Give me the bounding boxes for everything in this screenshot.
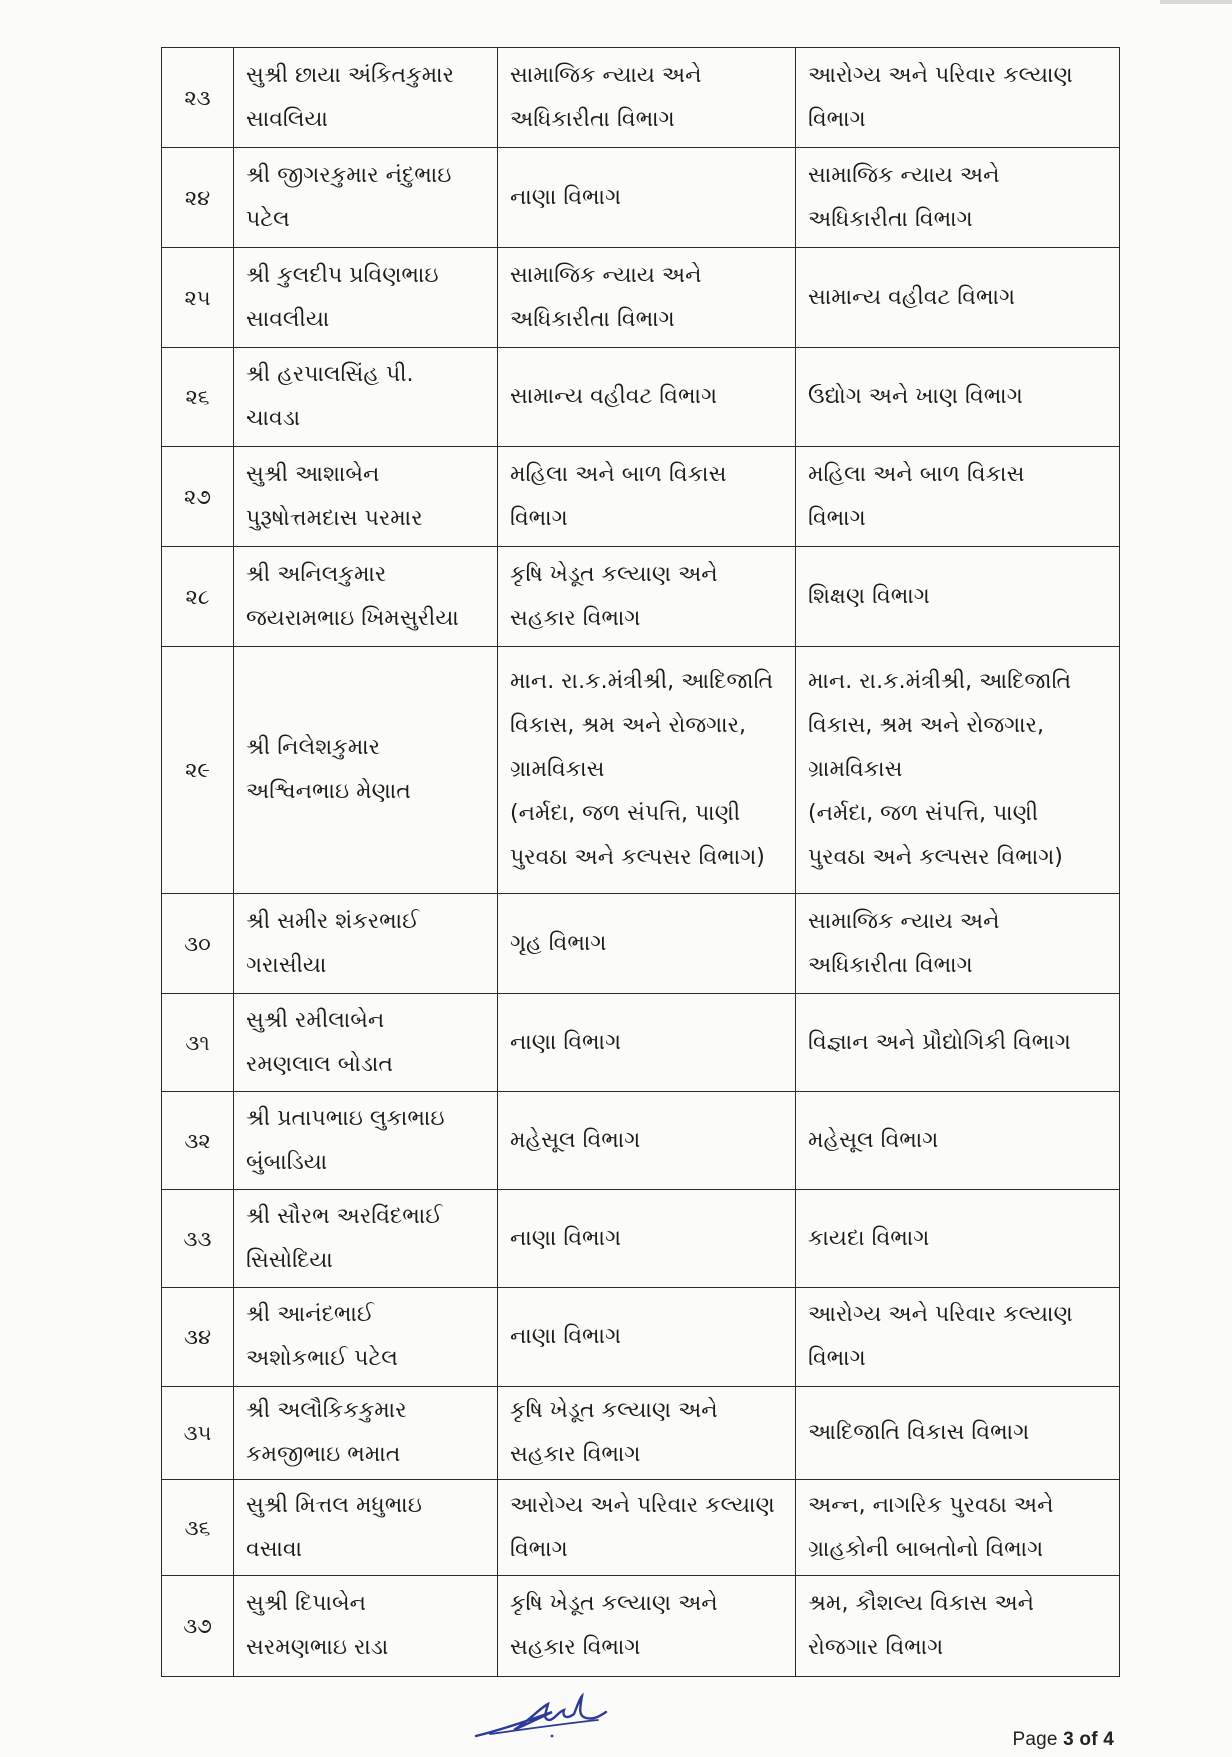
new-department: આદિજાતિ વિકાસ વિભાગ: [796, 1387, 1120, 1480]
new-department: શિક્ષણ વિભાગ: [796, 547, 1120, 647]
table-row: [162, 647, 1120, 894]
row-number: ૩૧: [162, 994, 234, 1092]
row-number: ૨૩: [162, 48, 234, 148]
table-row: [162, 248, 1120, 348]
table-row: [162, 148, 1120, 248]
current-department: કૃષિ ખેડૂત કલ્યાણ અને સહકાર વિભાગ: [498, 547, 796, 647]
new-department: મહેસૂલ વિભાગ: [796, 1092, 1120, 1190]
table-row: [162, 447, 1120, 547]
new-department: આરોગ્ય અને પરિવાર કલ્યાણ વિભાગ: [796, 48, 1120, 148]
new-department: સામાન્ય વહીવટ વિભાગ: [796, 248, 1120, 348]
officer-name: સુશ્રી આશાબેન પુરૂષોત્તમદાસ પરમાર: [234, 447, 498, 547]
current-department: નાણા વિભાગ: [498, 1190, 796, 1288]
current-department: આરોગ્ય અને પરિવાર કલ્યાણ વિભાગ: [498, 1480, 796, 1576]
table-row: [162, 994, 1120, 1092]
table-row: [162, 1576, 1120, 1677]
row-number: ૩૦: [162, 894, 234, 994]
new-department: ઉદ્યોગ અને ખાણ વિભાગ: [796, 348, 1120, 447]
officer-name: શ્રી અનિલકુમાર જયરામભાઇ ખિમસુરીયા: [234, 547, 498, 647]
officer-name: સુશ્રી મિત્તલ મધુભાઇ વસાવા: [234, 1480, 498, 1576]
current-department: નાણા વિભાગ: [498, 1288, 796, 1387]
officer-name: શ્રી પ્રતાપભાઇ લુકાભાઇ બુંબાડિયા: [234, 1092, 498, 1190]
current-department: સામાન્ય વહીવટ વિભાગ: [498, 348, 796, 447]
scan-edge-mark: [1160, 0, 1232, 4]
current-department: નાણા વિભાગ: [498, 148, 796, 248]
table-row: [162, 1092, 1120, 1190]
current-department: કૃષિ ખેડૂત કલ્યાણ અને સહકાર વિભાગ: [498, 1387, 796, 1480]
table-row: [162, 1480, 1120, 1576]
row-number: ૨૫: [162, 248, 234, 348]
officer-transfer-table: [161, 47, 1120, 1677]
table-row: [162, 547, 1120, 647]
new-department: શ્રમ, કૌશલ્ય વિકાસ અને રોજગાર વિભાગ: [796, 1576, 1120, 1677]
table-row: [162, 894, 1120, 994]
officer-name: સુશ્રી રમીલાબેન રમણલાલ બોડાત: [234, 994, 498, 1092]
table-row: [162, 1387, 1120, 1480]
officer-name: શ્રી સૌરભ અરવિંદભાઈ સિસોદિયા: [234, 1190, 498, 1288]
page-current: 3: [1063, 1729, 1074, 1750]
officer-name: શ્રી અલૌકિકકુમાર કમજીભાઇ ભમાત: [234, 1387, 498, 1480]
new-department: કાયદા વિભાગ: [796, 1190, 1120, 1288]
row-number: ૩૪: [162, 1288, 234, 1387]
officer-name: શ્રી જીગરકુમાર નંદુભાઇ પટેલ: [234, 148, 498, 248]
new-department: આરોગ્ય અને પરિવાર કલ્યાણ વિભાગ: [796, 1288, 1120, 1387]
row-number: ૨૪: [162, 148, 234, 248]
officer-name: શ્રી નિલેશકુમાર અશ્વિનભાઇ મેણાત: [234, 647, 498, 894]
row-number: ૨૮: [162, 547, 234, 647]
table-row: [162, 348, 1120, 447]
officer-name: સુશ્રી દિપાબેન સરમણભાઇ રાડા: [234, 1576, 498, 1677]
page-total: 4: [1103, 1729, 1114, 1750]
row-number: ૨૬: [162, 348, 234, 447]
new-department: મહિલા અને બાળ વિકાસ વિભાગ: [796, 447, 1120, 547]
new-department: સામાજિક ન્યાય અને અધિકારીતા વિભાગ: [796, 894, 1120, 994]
new-department: માન. રા.ક.મંત્રીશ્રી, આદિજાતિ વિકાસ, શ્રમ અને રોજગાર, ગ્રામવિકાસ (નર્મદા, જળ સંપત્તિ, પાણી પુરવઠા અને કલ્પસર વિભાગ): [796, 647, 1120, 894]
row-number: ૩૫: [162, 1387, 234, 1480]
page-number: [1012, 1729, 1114, 1751]
row-number: ૩૬: [162, 1480, 234, 1576]
officer-name: શ્રી સમીર શંકરભાઈ ગરાસીયા: [234, 894, 498, 994]
page-of-word: of: [1079, 1729, 1098, 1750]
table-row: [162, 48, 1120, 148]
current-department: સામાજિક ન્યાય અને અધિકારીતા વિભાગ: [498, 48, 796, 148]
row-number: ૩૭: [162, 1576, 234, 1677]
new-department: સામાજિક ન્યાય અને અધિકારીતા વિભાગ: [796, 148, 1120, 248]
officer-name: સુશ્રી છાયા અંકિતકુમાર સાવલિયા: [234, 48, 498, 148]
table-row: [162, 1288, 1120, 1387]
officer-name: શ્રી હરપાલસિંહ પી. ચાવડા: [234, 348, 498, 447]
row-number: ૩૨: [162, 1092, 234, 1190]
officer-name: શ્રી કુલદીપ પ્રવિણભાઇ સાવલીયા: [234, 248, 498, 348]
current-department: મહિલા અને બાળ વિકાસ વિભાગ: [498, 447, 796, 547]
current-department: સામાજિક ન્યાય અને અધિકારીતા વિભાગ: [498, 248, 796, 348]
new-department: અન્ન, નાગરિક પુરવઠા અને ગ્રાહકોની બાબતોનો વિભાગ: [796, 1480, 1120, 1576]
signature-mark: [470, 1690, 610, 1742]
officer-name: શ્રી આનંદભાઈ અશોકભાઈ પટેલ: [234, 1288, 498, 1387]
current-department: મહેસૂલ વિભાગ: [498, 1092, 796, 1190]
row-number: ૨૭: [162, 447, 234, 547]
current-department: માન. રા.ક.મંત્રીશ્રી, આદિજાતિ વિકાસ, શ્રમ અને રોજગાર, ગ્રામવિકાસ (નર્મદા, જળ સંપત્તિ, પાણી પુરવઠા અને કલ્પસર વિભાગ): [498, 647, 796, 894]
row-number: ૨૯: [162, 647, 234, 894]
row-number: ૩૩: [162, 1190, 234, 1288]
new-department: વિજ્ઞાન અને પ્રૌદ્યોગિકી વિભાગ: [796, 994, 1120, 1092]
table-row: [162, 1190, 1120, 1288]
current-department: કૃષિ ખેડૂત કલ્યાણ અને સહકાર વિભાગ: [498, 1576, 796, 1677]
current-department: ગૃહ વિભાગ: [498, 894, 796, 994]
page-word: Page: [1012, 1729, 1058, 1750]
current-department: નાણા વિભાગ: [498, 994, 796, 1092]
